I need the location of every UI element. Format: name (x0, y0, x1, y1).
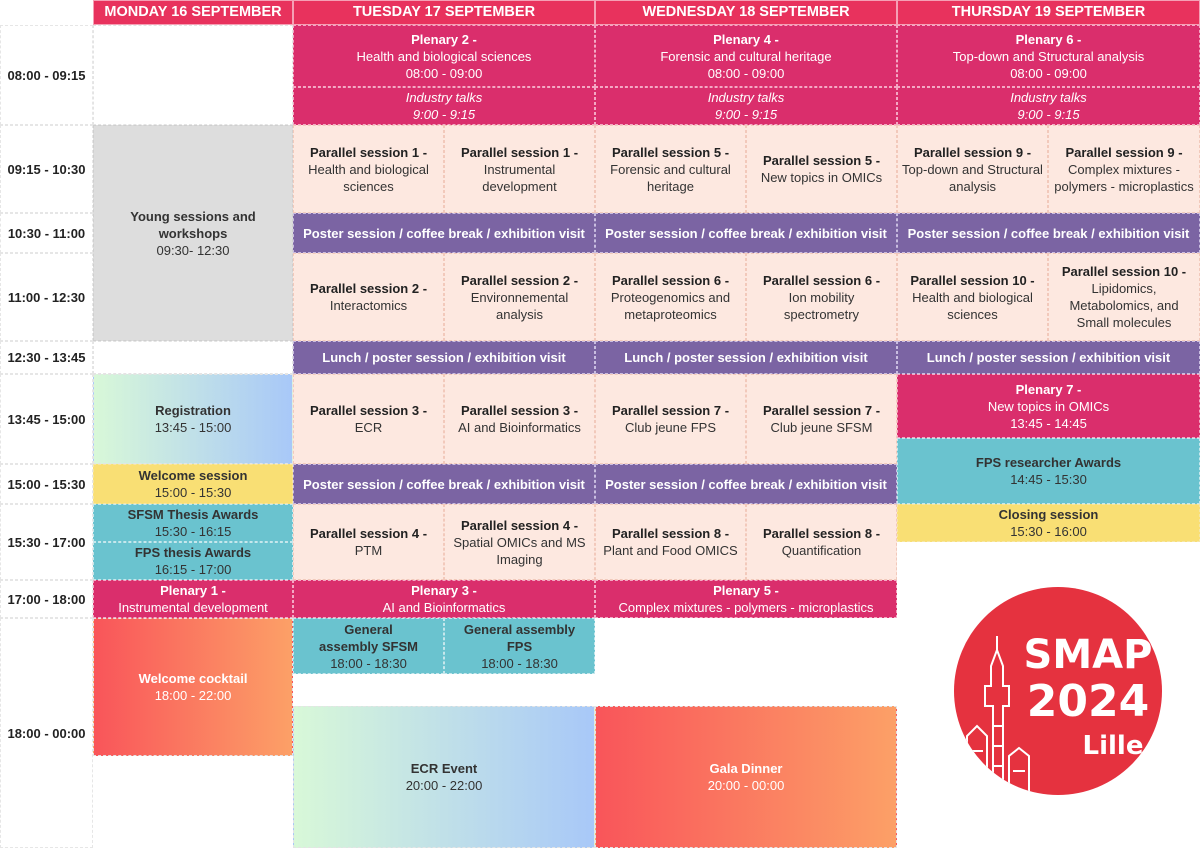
session-topic: AI and Bioinformatics (382, 600, 506, 615)
session-time: 09:30- 12:30 (156, 242, 230, 258)
parallel-session-4a[interactable] (293, 504, 444, 580)
session-topic: Health and biological sciences (912, 289, 1033, 322)
time-label: 15:30 - 17:00 (0, 504, 93, 580)
parallel-session-1a[interactable] (293, 125, 444, 213)
session-topic: AI and Bioinformatics (458, 420, 581, 435)
time-label: 17:00 - 18:00 (0, 580, 93, 618)
session-topic: Environnemental analysis (470, 289, 569, 322)
session-time: 13:45 - 15:00 (154, 420, 232, 435)
parallel-session-8a[interactable] (595, 504, 746, 580)
session-title: Gala Dinner (709, 761, 783, 776)
time-label: 12:30 - 13:45 (0, 341, 93, 374)
day-header-monday: MONDAY 16 SEPTEMBER (93, 0, 293, 25)
industry-time: 9:00 - 9:15 (714, 107, 778, 122)
parallel-session-5a[interactable] (595, 125, 746, 213)
session-topic: Interactomics (329, 298, 408, 313)
time-label: 18:00 - 00:00 (0, 618, 93, 848)
time-label: 08:00 - 09:15 (0, 25, 93, 125)
general-assembly-sfsm[interactable] (293, 618, 444, 674)
industry-talks-tuesday[interactable] (293, 87, 595, 125)
session-title: Welcome session (138, 468, 248, 483)
session-time: 18:00 - 18:30 (330, 655, 407, 671)
session-topic: Complex mixtures - polymers - microplastics (618, 600, 874, 615)
day-header-thursday: THURSDAY 19 SEPTEMBER (897, 0, 1200, 25)
session-title: Plenary 6 - (1015, 31, 1082, 47)
session-topic: Proteogenomics and metaproteomics (610, 289, 731, 322)
parallel-session-3b[interactable] (444, 374, 595, 464)
session-title: General assembly FPS (463, 621, 576, 654)
empty-cell (93, 341, 293, 374)
session-topic: Club jeune SFSM (770, 420, 873, 435)
poster-break-tuesday-afternoon[interactable]: Poster session / coffee break / exhibition visit (293, 464, 595, 504)
session-topic: Complex mixtures - polymers - microplastics (1054, 161, 1194, 194)
session-topic: Health and biological sciences (308, 161, 429, 194)
session-title: Parallel session 5 - (762, 153, 881, 168)
parallel-session-6a[interactable] (595, 253, 746, 341)
industry-label: Industry talks (405, 90, 483, 105)
time-label: 13:45 - 15:00 (0, 374, 93, 464)
general-assembly-fps[interactable] (444, 618, 595, 674)
plenary-5[interactable] (595, 580, 897, 618)
session-title: Parallel session 2 - (460, 272, 579, 288)
session-time: 15:30 - 16:15 (154, 524, 232, 539)
day-header-wednesday: WEDNESDAY 18 SEPTEMBER (595, 0, 897, 25)
fps-researcher-awards[interactable] (897, 438, 1200, 504)
closing-session[interactable] (897, 504, 1200, 542)
session-time: 18:00 - 22:00 (154, 688, 232, 703)
parallel-session-2b[interactable] (444, 253, 595, 341)
session-time: 18:00 - 18:30 (481, 655, 558, 671)
session-title: Plenary 5 - (713, 583, 779, 598)
time-label: 09:15 - 10:30 (0, 125, 93, 213)
session-title: Parallel session 7 - (611, 403, 730, 418)
session-title: SFSM Thesis Awards (127, 507, 259, 522)
parallel-session-10b[interactable] (1048, 253, 1200, 341)
session-topic: Top-down and Structural analysis (902, 161, 1043, 194)
ecr-event[interactable] (293, 706, 595, 848)
session-title: Parallel session 3 - (460, 403, 579, 418)
parallel-session-2a[interactable] (293, 253, 444, 341)
smap-2024-logo (953, 586, 1163, 796)
session-title: General assembly SFSM (319, 621, 418, 654)
parallel-session-8b[interactable] (746, 504, 897, 580)
gala-dinner[interactable] (595, 706, 897, 848)
session-time: 14:45 - 15:30 (1010, 472, 1087, 487)
session-time: 08:00 - 09:00 (405, 65, 483, 81)
session-topic: Plant and Food OMICS (603, 543, 738, 558)
registration[interactable] (93, 374, 293, 464)
session-title: Plenary 3 - (411, 583, 477, 598)
session-title: Parallel session 9 - (913, 144, 1032, 160)
parallel-session-10a[interactable] (897, 253, 1048, 341)
session-topic: Forensic and cultural heritage (660, 48, 832, 64)
industry-talks-thursday[interactable] (897, 87, 1200, 125)
session-title: Parallel session 1 - (460, 144, 579, 160)
session-topic: Ion mobility spectrometry (783, 289, 860, 322)
session-title: Plenary 2 - (411, 31, 477, 47)
session-title: Registration (155, 403, 231, 418)
session-title: Young sessions and workshops (130, 208, 256, 241)
time-label: 15:00 - 15:30 (0, 464, 93, 504)
session-time: 20:00 - 00:00 (707, 778, 785, 793)
session-title: FPS researcher Awards (975, 455, 1122, 470)
industry-talks-wednesday[interactable] (595, 87, 897, 125)
session-topic: Top-down and Structural analysis (952, 48, 1145, 64)
lunch-wednesday[interactable]: Lunch / poster session / exhibition visit (595, 341, 897, 374)
session-title: Parallel session 10 - (910, 272, 1035, 288)
session-topic: PTM (354, 543, 383, 558)
parallel-session-7b[interactable] (746, 374, 897, 464)
lunch-tuesday[interactable]: Lunch / poster session / exhibition visit (293, 341, 595, 374)
session-title: Welcome cocktail (138, 671, 248, 686)
fps-thesis-awards[interactable] (93, 542, 293, 580)
plenary-1[interactable] (93, 580, 293, 618)
session-topic: New topics in OMICs (760, 170, 883, 185)
session-title: Parallel session 8 - (611, 526, 730, 541)
session-title: Parallel session 9 - (1065, 144, 1183, 160)
poster-break-wednesday-afternoon[interactable]: Poster session / coffee break / exhibition visit (595, 464, 897, 504)
session-topic: Health and biological sciences (356, 48, 532, 64)
logo-text-smap: SMAP (1023, 632, 1153, 678)
poster-break-wednesday[interactable]: Poster session / coffee break / exhibition visit (595, 213, 897, 253)
industry-time: 9:00 - 9:15 (1017, 107, 1080, 122)
plenary-4[interactable] (595, 25, 897, 87)
plenary-6[interactable] (897, 25, 1200, 87)
session-title: Parallel session 10 - (1061, 264, 1187, 279)
session-time: 08:00 - 09:00 (707, 65, 785, 81)
session-title: Parallel session 2 - (309, 281, 428, 296)
time-label: 11:00 - 12:30 (0, 253, 93, 341)
session-topic: Quantification (781, 543, 862, 558)
industry-label: Industry talks (707, 90, 785, 105)
session-title: Parallel session 6 - (611, 272, 730, 288)
session-title: Plenary 4 - (713, 31, 779, 47)
session-time: 08:00 - 09:00 (1010, 65, 1087, 81)
parallel-session-9a[interactable] (897, 125, 1048, 213)
parallel-session-7a[interactable] (595, 374, 746, 464)
day-header-tuesday: TUESDAY 17 SEPTEMBER (293, 0, 595, 25)
plenary-3[interactable] (293, 580, 595, 618)
session-title: Parallel session 8 - (762, 526, 881, 541)
poster-break-thursday[interactable]: Poster session / coffee break / exhibition visit (897, 213, 1200, 253)
parallel-session-9b[interactable] (1048, 125, 1200, 213)
session-topic: Spatial OMICs and MS Imaging (453, 534, 586, 567)
session-title: Parallel session 6 - (762, 272, 881, 288)
session-title: Parallel session 4 - (309, 526, 428, 541)
industry-time: 9:00 - 9:15 (412, 107, 476, 122)
session-time: 16:15 - 17:00 (154, 562, 232, 577)
session-topic: Instrumental development (482, 161, 557, 194)
session-title: Plenary 7 - (1015, 381, 1082, 397)
sfsm-thesis-awards[interactable] (93, 504, 293, 542)
session-title: ECR Event (410, 761, 478, 776)
parallel-session-4b[interactable] (444, 504, 595, 580)
session-title: Parallel session 3 - (309, 403, 428, 418)
session-topic: Instrumental development (118, 600, 268, 615)
session-title: Parallel session 5 - (611, 144, 730, 160)
lunch-thursday[interactable]: Lunch / poster session / exhibition visit (897, 341, 1200, 374)
logo-graphic (953, 586, 1163, 796)
session-topic: Lipidomics, Metabolomics, and Small molecules (1069, 281, 1179, 330)
parallel-session-6b[interactable] (746, 253, 897, 341)
session-topic: Forensic and cultural heritage (610, 161, 731, 194)
session-time: 15:00 - 15:30 (154, 485, 232, 500)
session-title: FPS thesis Awards (134, 545, 252, 560)
logo-text-city: Lille (1082, 731, 1144, 761)
session-time: 15:30 - 16:00 (1010, 524, 1087, 539)
session-time: 13:45 - 14:45 (1010, 415, 1087, 431)
session-topic: New topics in OMICs (987, 398, 1110, 414)
plenary-7[interactable] (897, 374, 1200, 438)
parallel-session-1b[interactable] (444, 125, 595, 213)
empty-cell (93, 25, 293, 125)
session-title: Closing session (998, 507, 1099, 522)
parallel-session-5b[interactable] (746, 125, 897, 213)
session-topic: ECR (354, 420, 383, 435)
session-title: Parallel session 7 - (762, 403, 881, 418)
welcome-session[interactable] (93, 464, 293, 504)
parallel-session-3a[interactable] (293, 374, 444, 464)
session-time: 20:00 - 22:00 (405, 778, 483, 793)
session-topic: Club jeune FPS (624, 420, 717, 435)
plenary-2[interactable] (293, 25, 595, 87)
session-title: Plenary 1 - (160, 583, 226, 598)
session-title: Parallel session 1 - (309, 144, 428, 160)
welcome-cocktail[interactable] (93, 618, 293, 756)
time-label: 10:30 - 11:00 (0, 213, 93, 253)
poster-break-tuesday[interactable]: Poster session / coffee break / exhibition visit (293, 213, 595, 253)
logo-text-year: 2024 (1026, 676, 1150, 727)
industry-label: Industry talks (1010, 90, 1087, 105)
young-sessions[interactable] (93, 125, 293, 341)
session-title: Parallel session 4 - (460, 517, 579, 533)
